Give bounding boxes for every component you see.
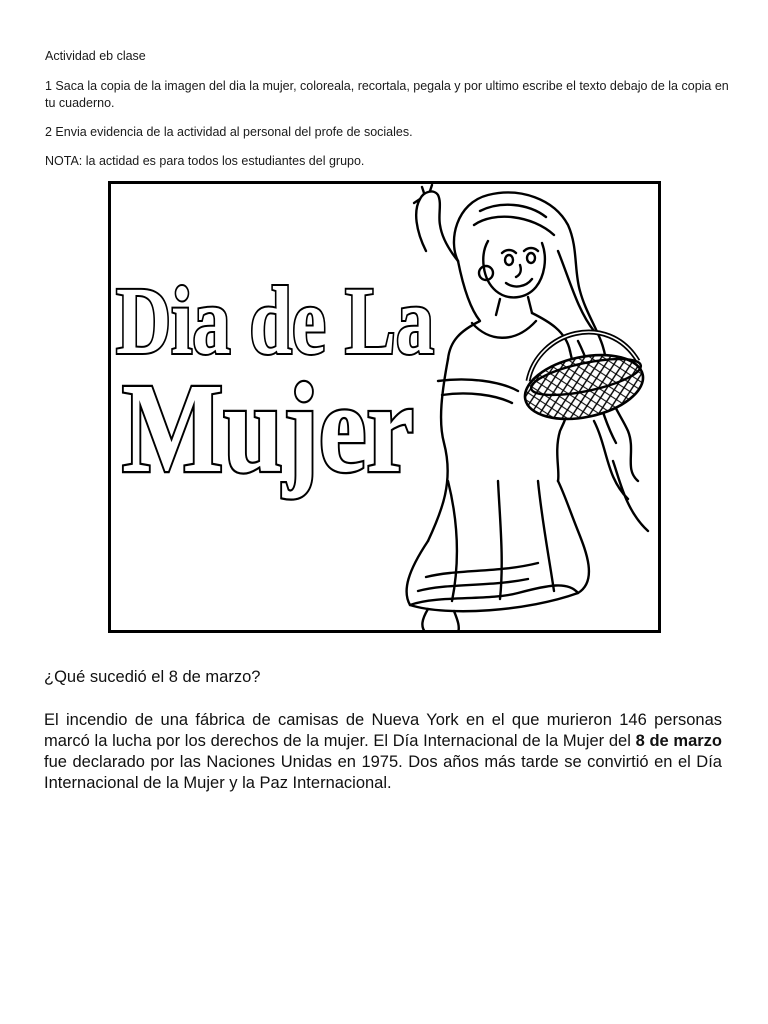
heading-line-1: Dia de La [116, 267, 434, 374]
paragraph-part-1: El incendio de una fábrica de camisas de Nueva York en el que murieron 146 personas marcó la lucha por los derechos de la mujer. El Día Internacional de la Mujer del [44, 711, 722, 750]
instruction-note: NOTA: la actidad es para todos los estudiantes del grupo. [45, 154, 365, 168]
activity-title: Actividad eb clase [45, 49, 146, 63]
coloring-illustration [108, 181, 661, 633]
paragraph-bold-date: 8 de marzo [635, 732, 722, 750]
instruction-step-2: 2 Envia evidencia de la actividad al personal del profe de sociales. [45, 125, 413, 139]
instruction-step-1: 1 Saca la copia de la imagen del dia la mujer, coloreala, recortala, pegala y por ultimo escribe el texto debajo de la copia en tu cuaderno. [45, 79, 729, 110]
paragraph-part-2: fue declarado por las Naciones Unidas en 1975. Dos años más tarde se convirtió en el Día Internacional de la Mujer y la Paz Internacional. [44, 753, 722, 792]
heading-text [116, 267, 434, 499]
body-paragraph [44, 710, 722, 794]
question-heading: ¿Qué sucedió el 8 de marzo? [44, 668, 261, 686]
heading-line-2: Mujer [122, 357, 414, 499]
